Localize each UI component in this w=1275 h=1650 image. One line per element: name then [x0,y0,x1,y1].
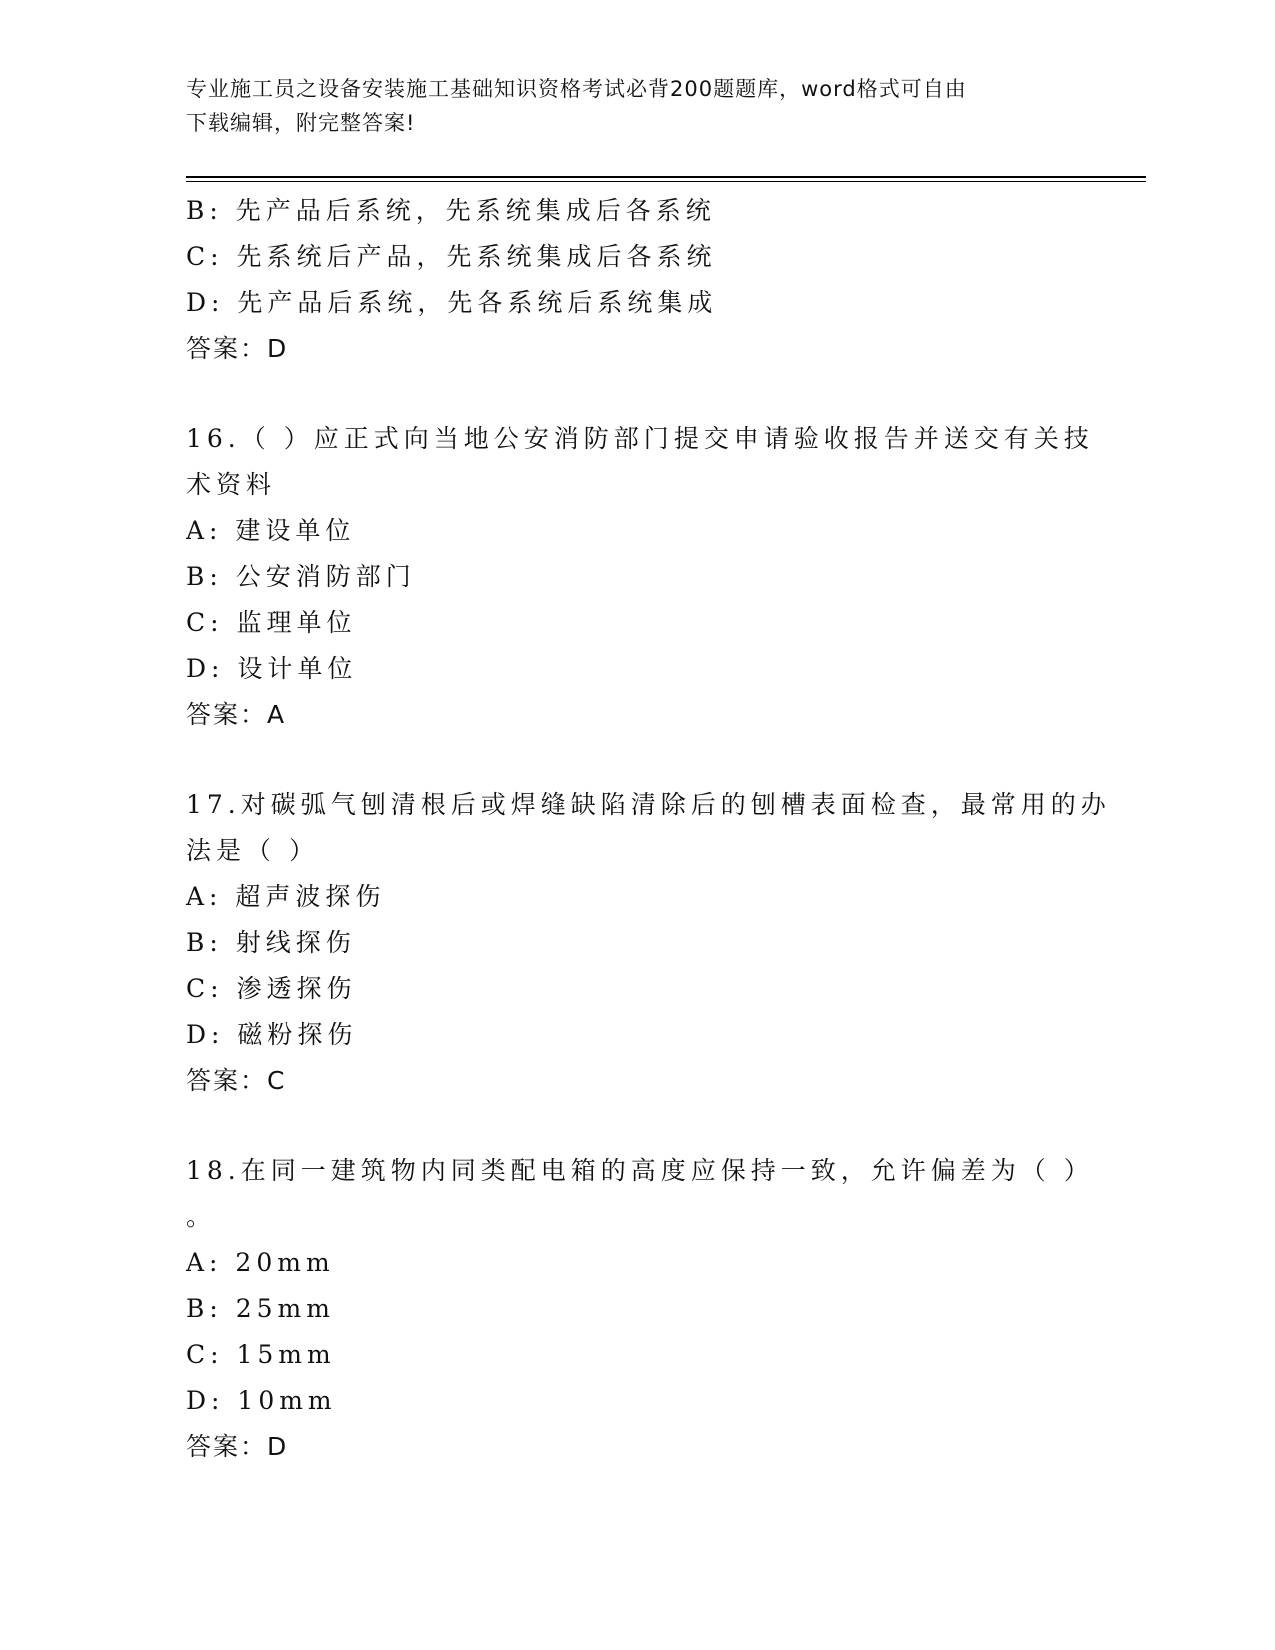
answer-line: 答案：D [186,334,289,363]
question-stem-line: 。 [186,1202,217,1231]
question-stem-line: 术资料 [186,470,277,499]
option-d: D: 10mm [186,1386,337,1415]
option-a: A: 建设单位 [186,516,356,545]
answer-line: 答案：C [186,1066,287,1095]
question-15-continued [186,188,1086,372]
option-d: D: 设计单位 [186,654,358,683]
option-b: B: 25mm [186,1294,335,1323]
question-17 [186,782,1111,1104]
option-d: D: 先产品后系统，先各系统后系统集成 [186,288,718,317]
option-b: B: 射线探伤 [186,928,356,957]
question-stem-line: 17.对碳弧气刨清根后或焊缝缺陷清除后的刨槽表面检查，最常用的办 [186,790,1111,819]
question-spacer [186,1104,1086,1148]
header-rule-thick [186,176,1146,178]
question-spacer [186,738,1086,782]
question-spacer [186,372,1086,416]
option-c: C: 监理单位 [186,608,357,637]
header-line-2: 下载编辑，附完整答案! [186,111,416,135]
option-c: C: 15mm [186,1340,336,1369]
document-body [186,188,1111,1470]
question-18 [186,1148,1094,1470]
header-rule-thin [186,181,1146,182]
option-c: C: 先系统后产品，先系统集成后各系统 [186,242,717,271]
option-a: A: 超声波探伤 [186,882,386,911]
question-stem-line: 16.（ ）应正式向当地公安消防部门提交申请验收报告并送交有关技 [186,424,1094,453]
option-c: C: 渗透探伤 [186,974,357,1003]
question-16 [186,416,1094,738]
header-line-1: 专业施工员之设备安装施工基础知识资格考试必背200题题库，word格式可自由 [186,77,967,101]
answer-line: 答案：A [186,700,287,729]
option-b: B: 先产品后系统，先系统集成后各系统 [186,196,716,225]
option-a: A: 20mm [186,1248,335,1277]
document-header [186,72,1066,140]
answer-line: 答案：D [186,1432,289,1461]
option-d: D: 磁粉探伤 [186,1020,358,1049]
option-b: B: 公安消防部门 [186,562,416,591]
question-stem-line: 法是（ ） [186,836,319,865]
question-stem-line: 18.在同一建筑物内同类配电箱的高度应保持一致，允许偏差为（ ） [186,1156,1094,1185]
